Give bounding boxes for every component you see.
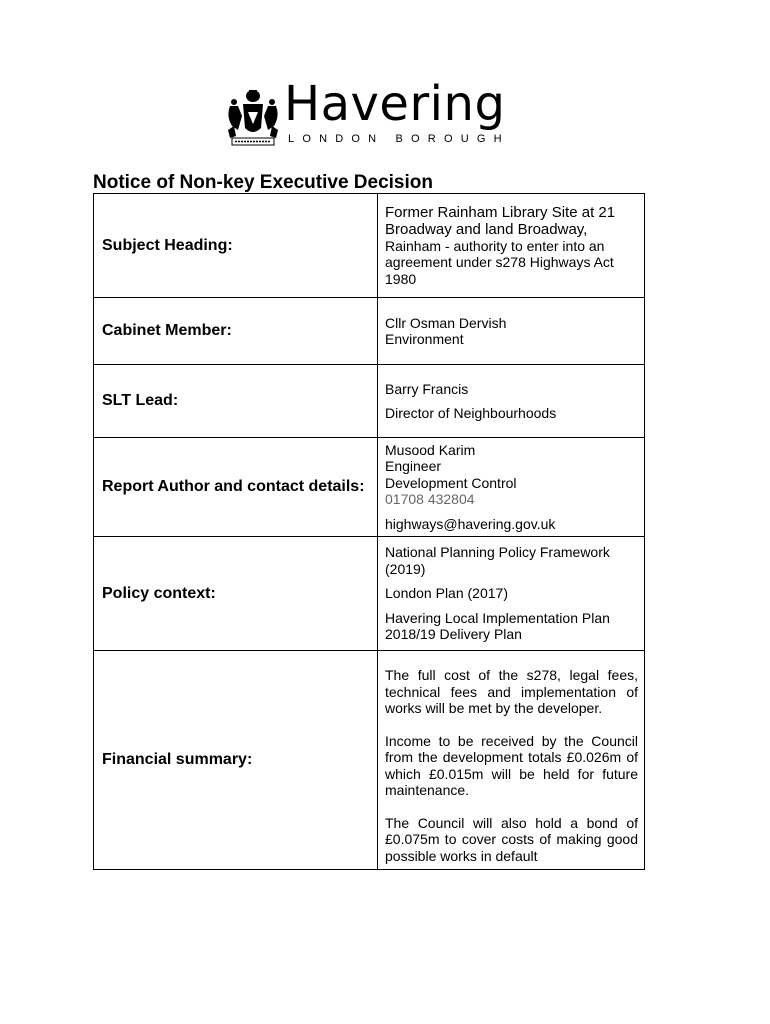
table-row [94, 651, 645, 870]
brand-name: Havering [284, 76, 506, 132]
phone-number: 01708 432804 [385, 491, 475, 508]
coat-of-arms-icon [224, 86, 282, 148]
value-line: Environment [385, 331, 464, 347]
decision-table [93, 193, 645, 870]
financial-paragraph: The Council will also hold a bond of £0.075m to cover costs of making good possible works in default [385, 814, 638, 864]
row-value [378, 537, 645, 651]
value-line: Broadway and land Broadway, [385, 220, 588, 238]
table-row [94, 438, 645, 537]
row-label: Report Author and contact details: [94, 438, 378, 537]
policy-item: Havering Local Implementation Plan 2018/19 Delivery Plan [385, 609, 610, 643]
financial-paragraph: Income to be received by the Council from the development totals £0.026m of which £0.015m will be held for future maintenance. [385, 732, 638, 798]
value-line: Engineer [385, 458, 442, 475]
row-label: Cabinet Member: [94, 298, 378, 365]
financial-paragraph: The full cost of the s278, legal fees, technical fees and implementation of works will be met by the developer. [385, 667, 638, 716]
value-line: agreement under s278 Highways Act [385, 254, 614, 271]
row-label: Subject Heading: [94, 194, 378, 298]
havering-logo [224, 76, 514, 152]
row-value [378, 438, 645, 537]
value-line: Director of Neighbourhoods [385, 405, 557, 421]
row-label: Policy context: [94, 537, 378, 651]
row-value [378, 194, 645, 298]
value-line: Barry Francis [385, 380, 469, 397]
table-row [94, 365, 645, 438]
table-row [94, 298, 645, 365]
row-label: SLT Lead: [94, 365, 378, 438]
value-line: Musood Karim [385, 441, 476, 458]
row-value [378, 651, 645, 870]
table-row [94, 194, 645, 298]
value-line: Former Rainham Library Site at 21 [385, 203, 616, 221]
page-title: Notice of Non-key Executive Decision [93, 172, 433, 193]
value-line: Rainham - authority to enter into an [385, 237, 605, 254]
value-line: Development Control [385, 474, 517, 491]
brand-subtitle: LONDON BOROUGH [288, 133, 510, 145]
table-row [94, 537, 645, 651]
row-label: Financial summary: [94, 651, 378, 870]
email-address: highways@havering.gov.uk [385, 515, 556, 532]
row-value [378, 298, 645, 365]
policy-item: National Planning Policy Framework (2019) [385, 544, 610, 577]
row-value [378, 365, 645, 438]
policy-item: London Plan (2017) [385, 585, 508, 602]
value-line: 1980 [385, 270, 417, 287]
value-line: Cllr Osman Dervish [385, 314, 507, 331]
